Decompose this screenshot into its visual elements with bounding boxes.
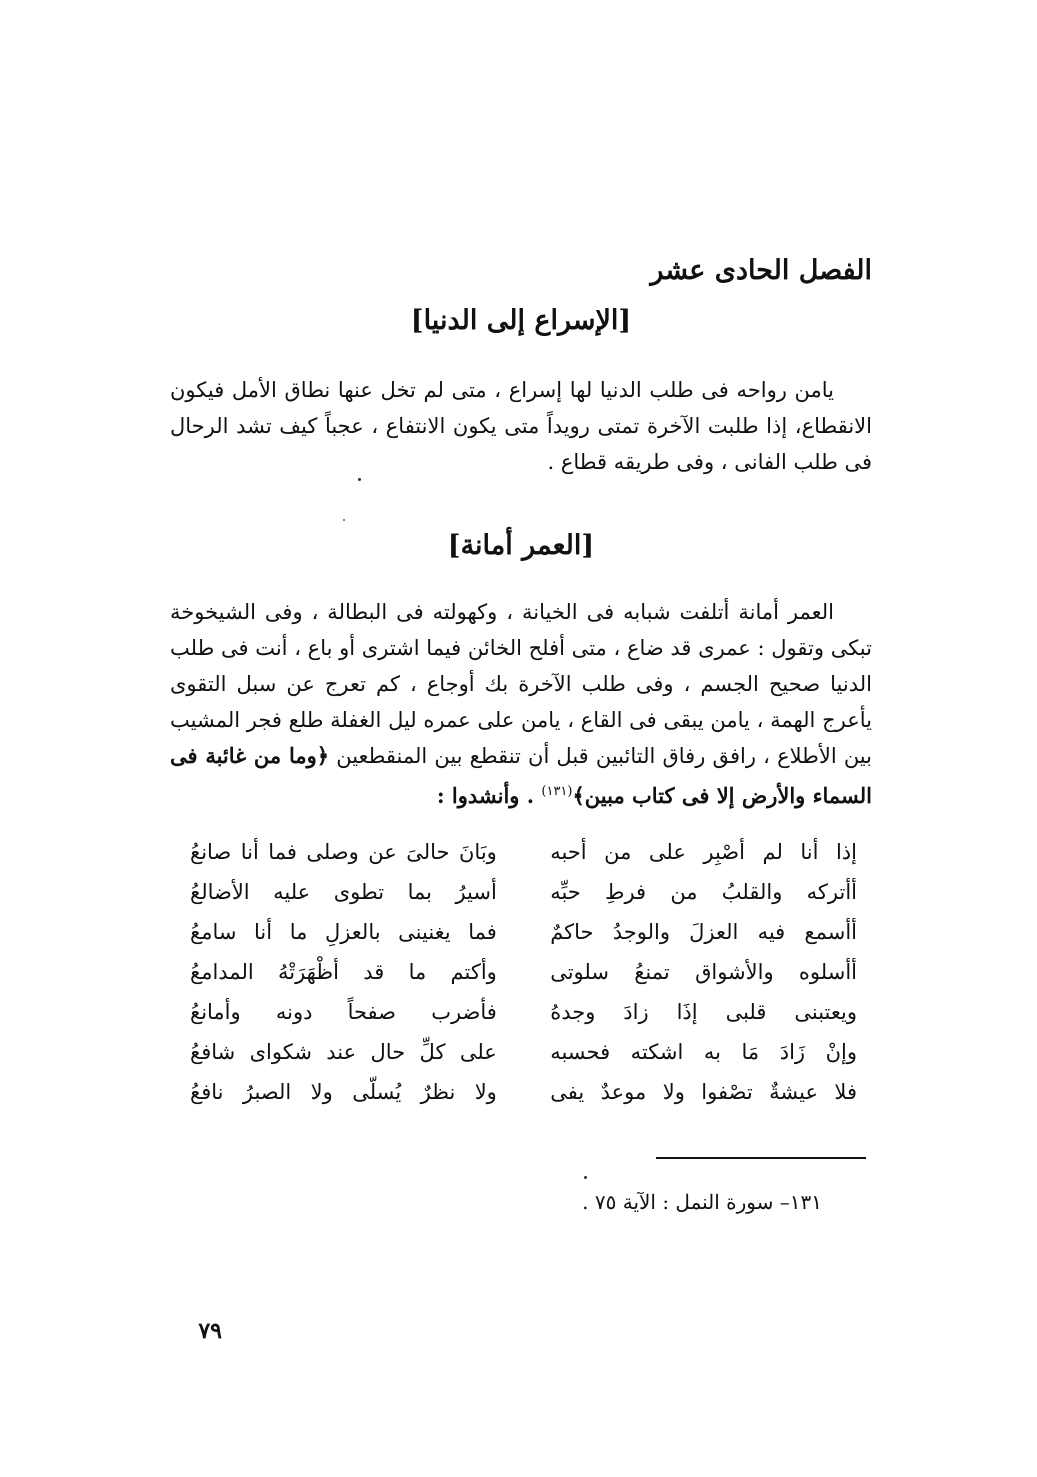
poem-verse: [190, 952, 857, 992]
poem-second-hemistich: فأضرب صفحاً دونه وأمانعُ: [190, 1000, 497, 1024]
recitation-intro: . وأنشدوا :: [436, 783, 542, 808]
poem-verse: [190, 832, 857, 872]
poem: [190, 832, 857, 1112]
poem-first-hemistich: فلا عيشةٌ تصْفوا ولا موعدٌ يفى: [550, 1080, 857, 1104]
poem-second-hemistich: على كلِّ حال عند شكواى شافعُ: [190, 1040, 497, 1064]
poem-second-hemistich: فما يغنينى بالعزلِ ما أنا سامعُ: [190, 920, 497, 944]
stray-dot: [584, 1176, 587, 1179]
poem-second-hemistich: أسيرُ بما تطوى عليه الأضالعُ: [190, 880, 497, 904]
footnote-divider: [656, 1157, 866, 1159]
poem-first-hemistich: أأتركه والقلبُ من فرطِ حبِّه: [550, 880, 857, 904]
paragraph-hastening: [170, 372, 872, 480]
paragraph-life-trust-text: العمر أمانة أتلفت شبابه فى الخيانة ، وكهولته فى البطالة ، وفى الشيخوخة تبكى وتقول : عمرى قد ضاع ، متى أفلح الخائن فيما اشترى أو باع ، أنت فى طلب الدنيا صحيح الجسم ، وفى طلب الآخرة بك أوجاع ، كم تعرج عن سبل التقوى يأعرج الهمة ، يامن يبقى فى القاع ، يامن على عمره ليل الغفلة طلع فجر المشيب بين الأطلاع ، رافق رفاق التائبين قبل أن تنقطع بين المنقطعين: [170, 600, 872, 768]
poem-second-hemistich: وبَانَ حالىَ عن وصلى فما أنا صانعُ: [190, 840, 497, 864]
poem-verse: [190, 992, 857, 1032]
poem-verse: [190, 1072, 857, 1112]
paragraph-life-trust: [170, 594, 872, 814]
poem-first-hemistich: وإنْ زَادَ مَا به اشكته فحسبه: [550, 1040, 857, 1064]
footnote-reference: (١٣١): [541, 784, 573, 799]
stray-dot: [358, 478, 361, 481]
quran-verse: ﴿وما من غائبة فى السماء والأرض إلا فى كتاب مبين﴾: [170, 743, 872, 808]
poem-first-hemistich: أأسلوه والأشواق تمنعُ سلوتى: [550, 960, 857, 984]
poem-verse: [190, 912, 857, 952]
footnote: ١٣١– سورة النمل : الآية ٧٥ .: [582, 1190, 822, 1214]
section-title-hastening: [الإسراع إلى الدنيا]: [410, 305, 632, 336]
chapter-title: الفصل الحادى عشر: [650, 255, 872, 286]
poem-first-hemistich: إذا أنا لم أصْبِر على من أحبه: [550, 840, 857, 864]
poem-verse: [190, 1032, 857, 1072]
poem-verse: [190, 872, 857, 912]
poem-second-hemistich: وأكتم ما قد أظْهَرَتْهُ المدامعُ: [190, 960, 497, 984]
poem-first-hemistich: أأسمع فيه العزلَ والوجدُ حاكمٌ: [550, 920, 857, 944]
poem-second-hemistich: ولا نظرٌ يُسلّى ولا الصبرُ نافعُ: [190, 1080, 497, 1104]
paragraph-hastening-text: يامن رواحه فى طلب الدنيا لها إسراع ، متى لم تخل عنها نطاق الأمل فيكون الانقطاع، إذا طلبت الآخرة تمتى رويداً متى يكون الانتفاع ، عجباً كيف تشد الرحال فى طلب الفانى ، وفى طريقه قطاع .: [170, 378, 872, 474]
page-number: ٧٩: [198, 1318, 222, 1344]
section-title-life-trust: [العمر أمانة]: [447, 530, 595, 561]
poem-first-hemistich: ويعتبنى قلبى إذَا زادَ وجدهُ: [550, 1000, 857, 1024]
stray-dot: [343, 519, 345, 521]
